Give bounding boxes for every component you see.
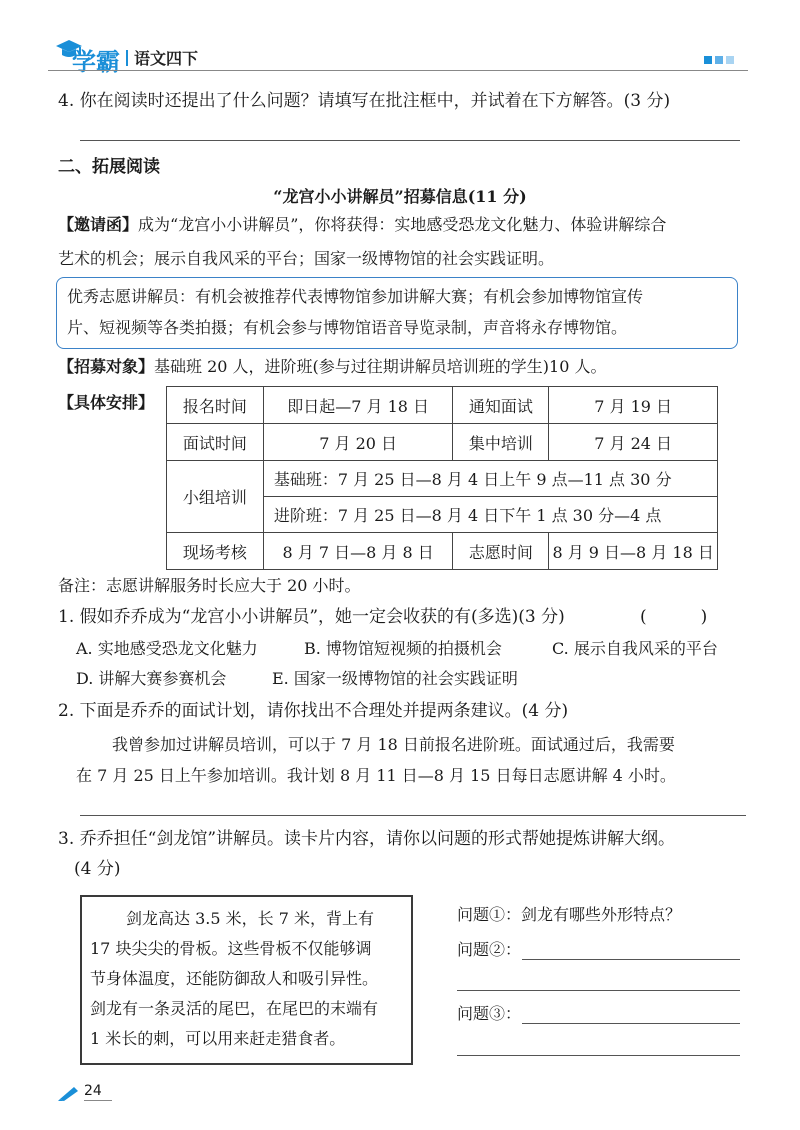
table-cell: 志愿时间 [453, 533, 549, 570]
answer-line-q3-2b[interactable] [457, 990, 740, 991]
card-line-4: 剑龙有一条灵活的尾巴，在尾巴的末端有 [90, 999, 379, 1018]
schedule-label: 【具体安排】 [58, 393, 155, 412]
card-line-1: 剑龙高达 3.5 米，长 7 米，背上有 [126, 909, 374, 928]
table-cell: 8 月 9 日—8 月 18 日 [549, 533, 718, 570]
answer-line-q3-3b[interactable] [457, 1055, 740, 1056]
note-text: 备注：志愿讲解服务时长应大于 20 小时。 [58, 576, 361, 595]
answer-parentheses-q1[interactable]: ( ) [640, 607, 708, 627]
brand-logo-text: 学霸 [72, 48, 120, 76]
table-row [167, 424, 718, 461]
question-2: 2. 下面是乔乔的面试计划，请你找出不合理处并提两条建议。(4 分) [58, 701, 569, 721]
invitation-paragraph [58, 215, 666, 235]
table-row [167, 461, 718, 497]
recruit-label: 【招募对象】 [58, 357, 155, 376]
table-cell: 通知面试 [453, 387, 549, 424]
option-b[interactable]: B. 博物馆短视频的拍摄机会 [304, 639, 502, 658]
card-line-3: 节身体温度，还能防御敌人和吸引异性。 [90, 969, 379, 988]
header-square-3 [726, 56, 734, 64]
table-cell: 8 月 7 日—8 月 8 日 [263, 533, 453, 570]
q2-plan-line-2: 在 7 月 25 日上午参加培训。我计划 8 月 11 日—8 月 15 日每日志愿讲解 4 小时。 [76, 766, 676, 785]
footer-rule [84, 1100, 112, 1101]
table-cell: 7 月 19 日 [549, 387, 718, 424]
volunteer-benefit-box [56, 277, 738, 349]
volunteer-line-2: 片、短视频等各类拍摄；有机会参与博物馆语音导览录制，声音将永存博物馆。 [67, 318, 628, 337]
page-number: 24 [84, 1083, 102, 1099]
table-cell: 面试时间 [167, 424, 264, 461]
q2-plan-line-1: 我曾参加过讲解员培训，可以于 7 月 18 日前报名进阶班。面试通过后，我需要 [112, 735, 675, 754]
pen-icon [58, 1085, 80, 1101]
recruit-text: 基础班 20 人，进阶班(参与过往期讲解员培训班的学生)10 人。 [154, 357, 607, 376]
table-cell: 7 月 20 日 [263, 424, 453, 461]
option-e[interactable]: E. 国家一级博物馆的社会实践证明 [272, 669, 518, 688]
table-cell: 现场考核 [167, 533, 264, 570]
page-header [48, 36, 748, 76]
option-a[interactable]: A. 实地感受恐龙文化魅力 [76, 639, 258, 658]
recruit-paragraph [58, 357, 606, 377]
invitation-line-2: 艺术的机会；展示自我风采的平台；国家一级博物馆的社会实践证明。 [58, 249, 555, 268]
table-cell: 小组培训 [167, 461, 264, 533]
table-cell: 集中培训 [453, 424, 549, 461]
section-title: 二、拓展阅读 [58, 157, 160, 177]
table-cell: 7 月 24 日 [549, 424, 718, 461]
schedule-table [166, 386, 718, 570]
outline-question-2-label: 问题②： [457, 940, 522, 959]
table-row [167, 533, 718, 570]
answer-line-q3-2a[interactable] [522, 959, 740, 960]
table-row [167, 387, 718, 424]
outline-question-3-label: 问题③： [457, 1004, 522, 1023]
table-cell: 报名时间 [167, 387, 264, 424]
header-divider [126, 50, 128, 66]
header-rule [48, 70, 748, 71]
card-line-5: 1 米长的刺，可以用来赶走猎食者。 [90, 1029, 346, 1048]
outline-question-1: 问题①：剑龙有哪些外形特点？ [457, 905, 682, 924]
answer-line-q3-3a[interactable] [522, 1023, 740, 1024]
question-1: 1. 假如乔乔成为“龙宫小小讲解员”，她一定会收获的有(多选)(3 分) [58, 607, 565, 627]
option-c[interactable]: C. 展示自我风采的平台 [552, 639, 718, 658]
table-cell: 进阶班：7 月 25 日—8 月 4 日下午 1 点 30 分—4 点 [263, 497, 717, 533]
book-title: 语文四下 [134, 49, 199, 68]
answer-line-q4[interactable] [80, 140, 740, 141]
volunteer-line-1: 优秀志愿讲解员：有机会被推荐代表博物馆参加讲解大赛；有机会参加博物馆宣传 [67, 287, 644, 306]
question-3-points: (4 分) [74, 859, 121, 879]
table-cell: 即日起—7 月 18 日 [263, 387, 453, 424]
option-d[interactable]: D. 讲解大赛参赛机会 [76, 669, 227, 688]
header-square-1 [704, 56, 712, 64]
table-cell: 基础班：7 月 25 日—8 月 4 日上午 9 点—11 点 30 分 [263, 461, 717, 497]
card-line-2: 17 块尖尖的骨板。这些骨板不仅能够调 [90, 939, 372, 958]
header-square-2 [715, 56, 723, 64]
question-3: 3. 乔乔担任“剑龙馆”讲解员。读卡片内容，请你以问题的形式帮她提炼讲解大纲。 [58, 829, 676, 849]
invitation-label: 【邀请函】 [58, 215, 139, 234]
question-4: 4. 你在阅读时还提出了什么问题？请填写在批注框中，并试着在下方解答。(3 分) [58, 91, 671, 111]
article-title: “龙宫小小讲解员”招募信息(11 分) [273, 187, 527, 206]
answer-line-q2[interactable] [80, 815, 746, 816]
invitation-line-1: 成为“龙宫小小讲解员”，你将获得：实地感受恐龙文化魅力、体验讲解综合 [138, 215, 667, 234]
stegosaurus-info-card [80, 895, 413, 1065]
